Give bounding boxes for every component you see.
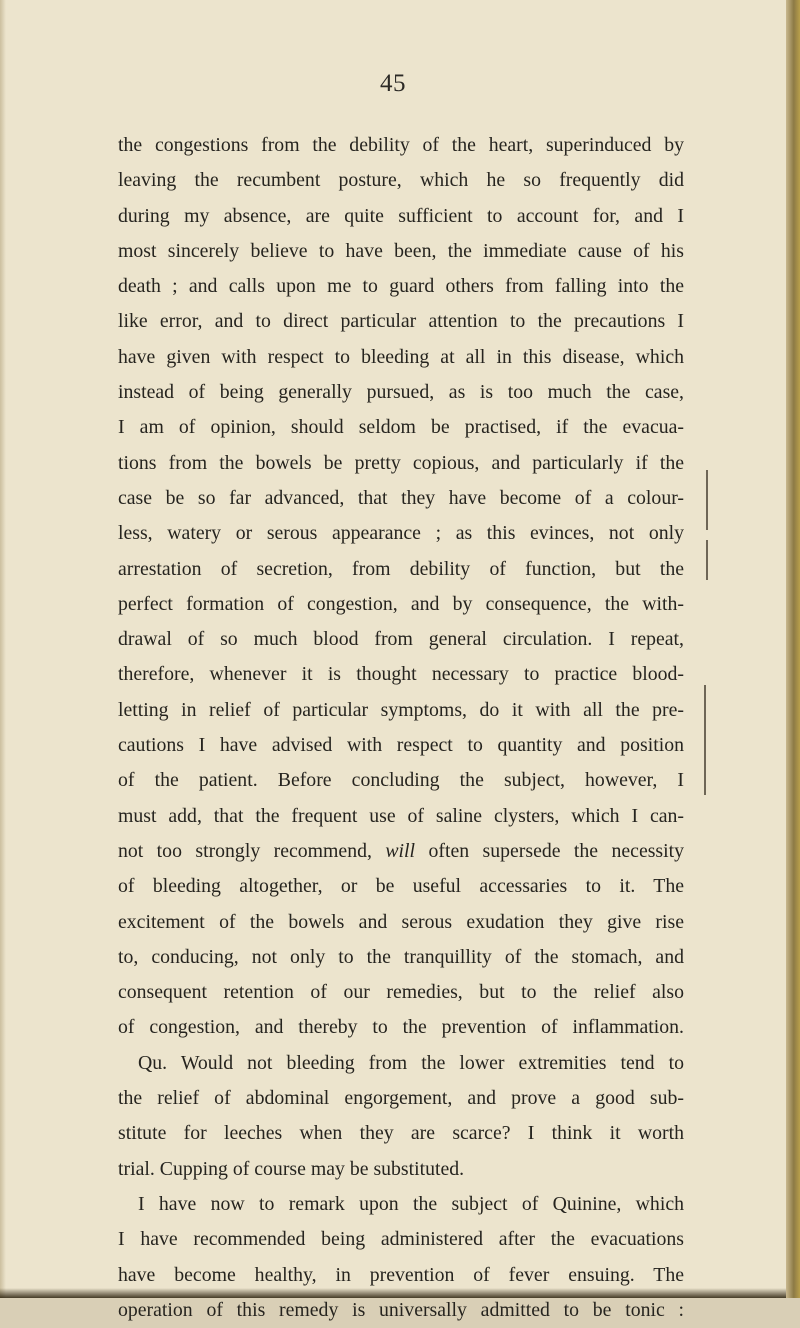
text-line: tions from the bowels be pretty copious, and particularly if the — [118, 451, 684, 474]
text-line: consequent retention of our remedies, but to the relief also — [118, 981, 684, 1004]
page-binding-edge — [786, 0, 800, 1298]
text-line: have given with respect to bleeding at all in this disease, which — [118, 345, 684, 368]
text-segment: often supersede the necessity — [428, 839, 685, 862]
text-line: therefore, whenever it is thought necessary to practice blood- — [118, 663, 684, 686]
text-line: letting in relief of particular symptoms, do it with all the pre- — [118, 698, 684, 721]
text-line: death ; and calls upon me to guard others from falling into the — [118, 275, 684, 298]
emphasis-word: will — [385, 839, 416, 862]
text-line: of bleeding altogether, or be useful accessaries to it. The — [118, 875, 684, 898]
page-bottom-shadow — [0, 1288, 786, 1298]
text-line: I have recommended being administered after the evacuations — [118, 1228, 684, 1251]
text-line: perfect formation of congestion, and by consequence, the with- — [118, 592, 684, 615]
text-line: have become healthy, in prevention of fever ensuing. The — [118, 1263, 684, 1286]
page-left-edge — [0, 0, 6, 1298]
text-line: must add, that the frequent use of saline clysters, which I can- — [118, 804, 684, 827]
text-line: Qu. Would not bleeding from the lower extremities tend to — [138, 1051, 684, 1074]
text-line: the relief of abdominal engorgement, and prove a good sub- — [118, 1087, 684, 1110]
text-line: stitute for leeches when they are scarce? I think it worth — [118, 1122, 684, 1145]
text-line: during my absence, are quite sufficient to account for, and I — [118, 204, 684, 227]
text-line: arrestation of secretion, from debility of function, but the — [118, 557, 684, 580]
text-line: to, conducing, not only to the tranquillity of the stomach, and — [118, 945, 684, 968]
margin-pencil-mark — [704, 685, 706, 795]
text-line: like error, and to direct particular attention to the precautions I — [118, 310, 684, 333]
text-line-with-emphasis — [118, 834, 684, 869]
text-line: operation of this remedy is universally admitted to be tonic : — [118, 1298, 684, 1321]
text-line: trial. Cupping of course may be substituted. — [118, 1157, 465, 1180]
margin-pencil-mark — [706, 540, 708, 580]
text-line: of congestion, and thereby to the prevention of inflammation. — [118, 1016, 684, 1039]
text-line: case be so far advanced, that they have become of a colour- — [118, 486, 684, 509]
body-text — [118, 128, 684, 1328]
text-line: the congestions from the debility of the heart, superinduced by — [118, 134, 684, 156]
text-line: drawal of so much blood from general circulation. I repeat, — [118, 628, 684, 651]
text-line: of the patient. Before concluding the subject, however, I — [118, 769, 684, 792]
text-line: excitement of the bowels and serous exudation they give rise — [118, 910, 684, 933]
text-line: I am of opinion, should seldom be practised, if the evacua- — [118, 416, 684, 439]
text-line: I have now to remark upon the subject of Quinine, which — [138, 1192, 684, 1215]
text-line: instead of being generally pursued, as is too much the case, — [118, 381, 684, 404]
text-line: leaving the recumbent posture, which he so frequently did — [118, 169, 684, 192]
page-number: 45 — [380, 70, 406, 97]
margin-pencil-mark — [706, 470, 708, 530]
text-line: cautions I have advised with respect to quantity and position — [118, 734, 684, 757]
text-line: most sincerely believe to have been, the immediate cause of his — [118, 239, 684, 262]
text-line: less, watery or serous appearance ; as this evinces, not only — [118, 522, 684, 545]
text-segment: not too strongly recommend, — [118, 839, 372, 862]
